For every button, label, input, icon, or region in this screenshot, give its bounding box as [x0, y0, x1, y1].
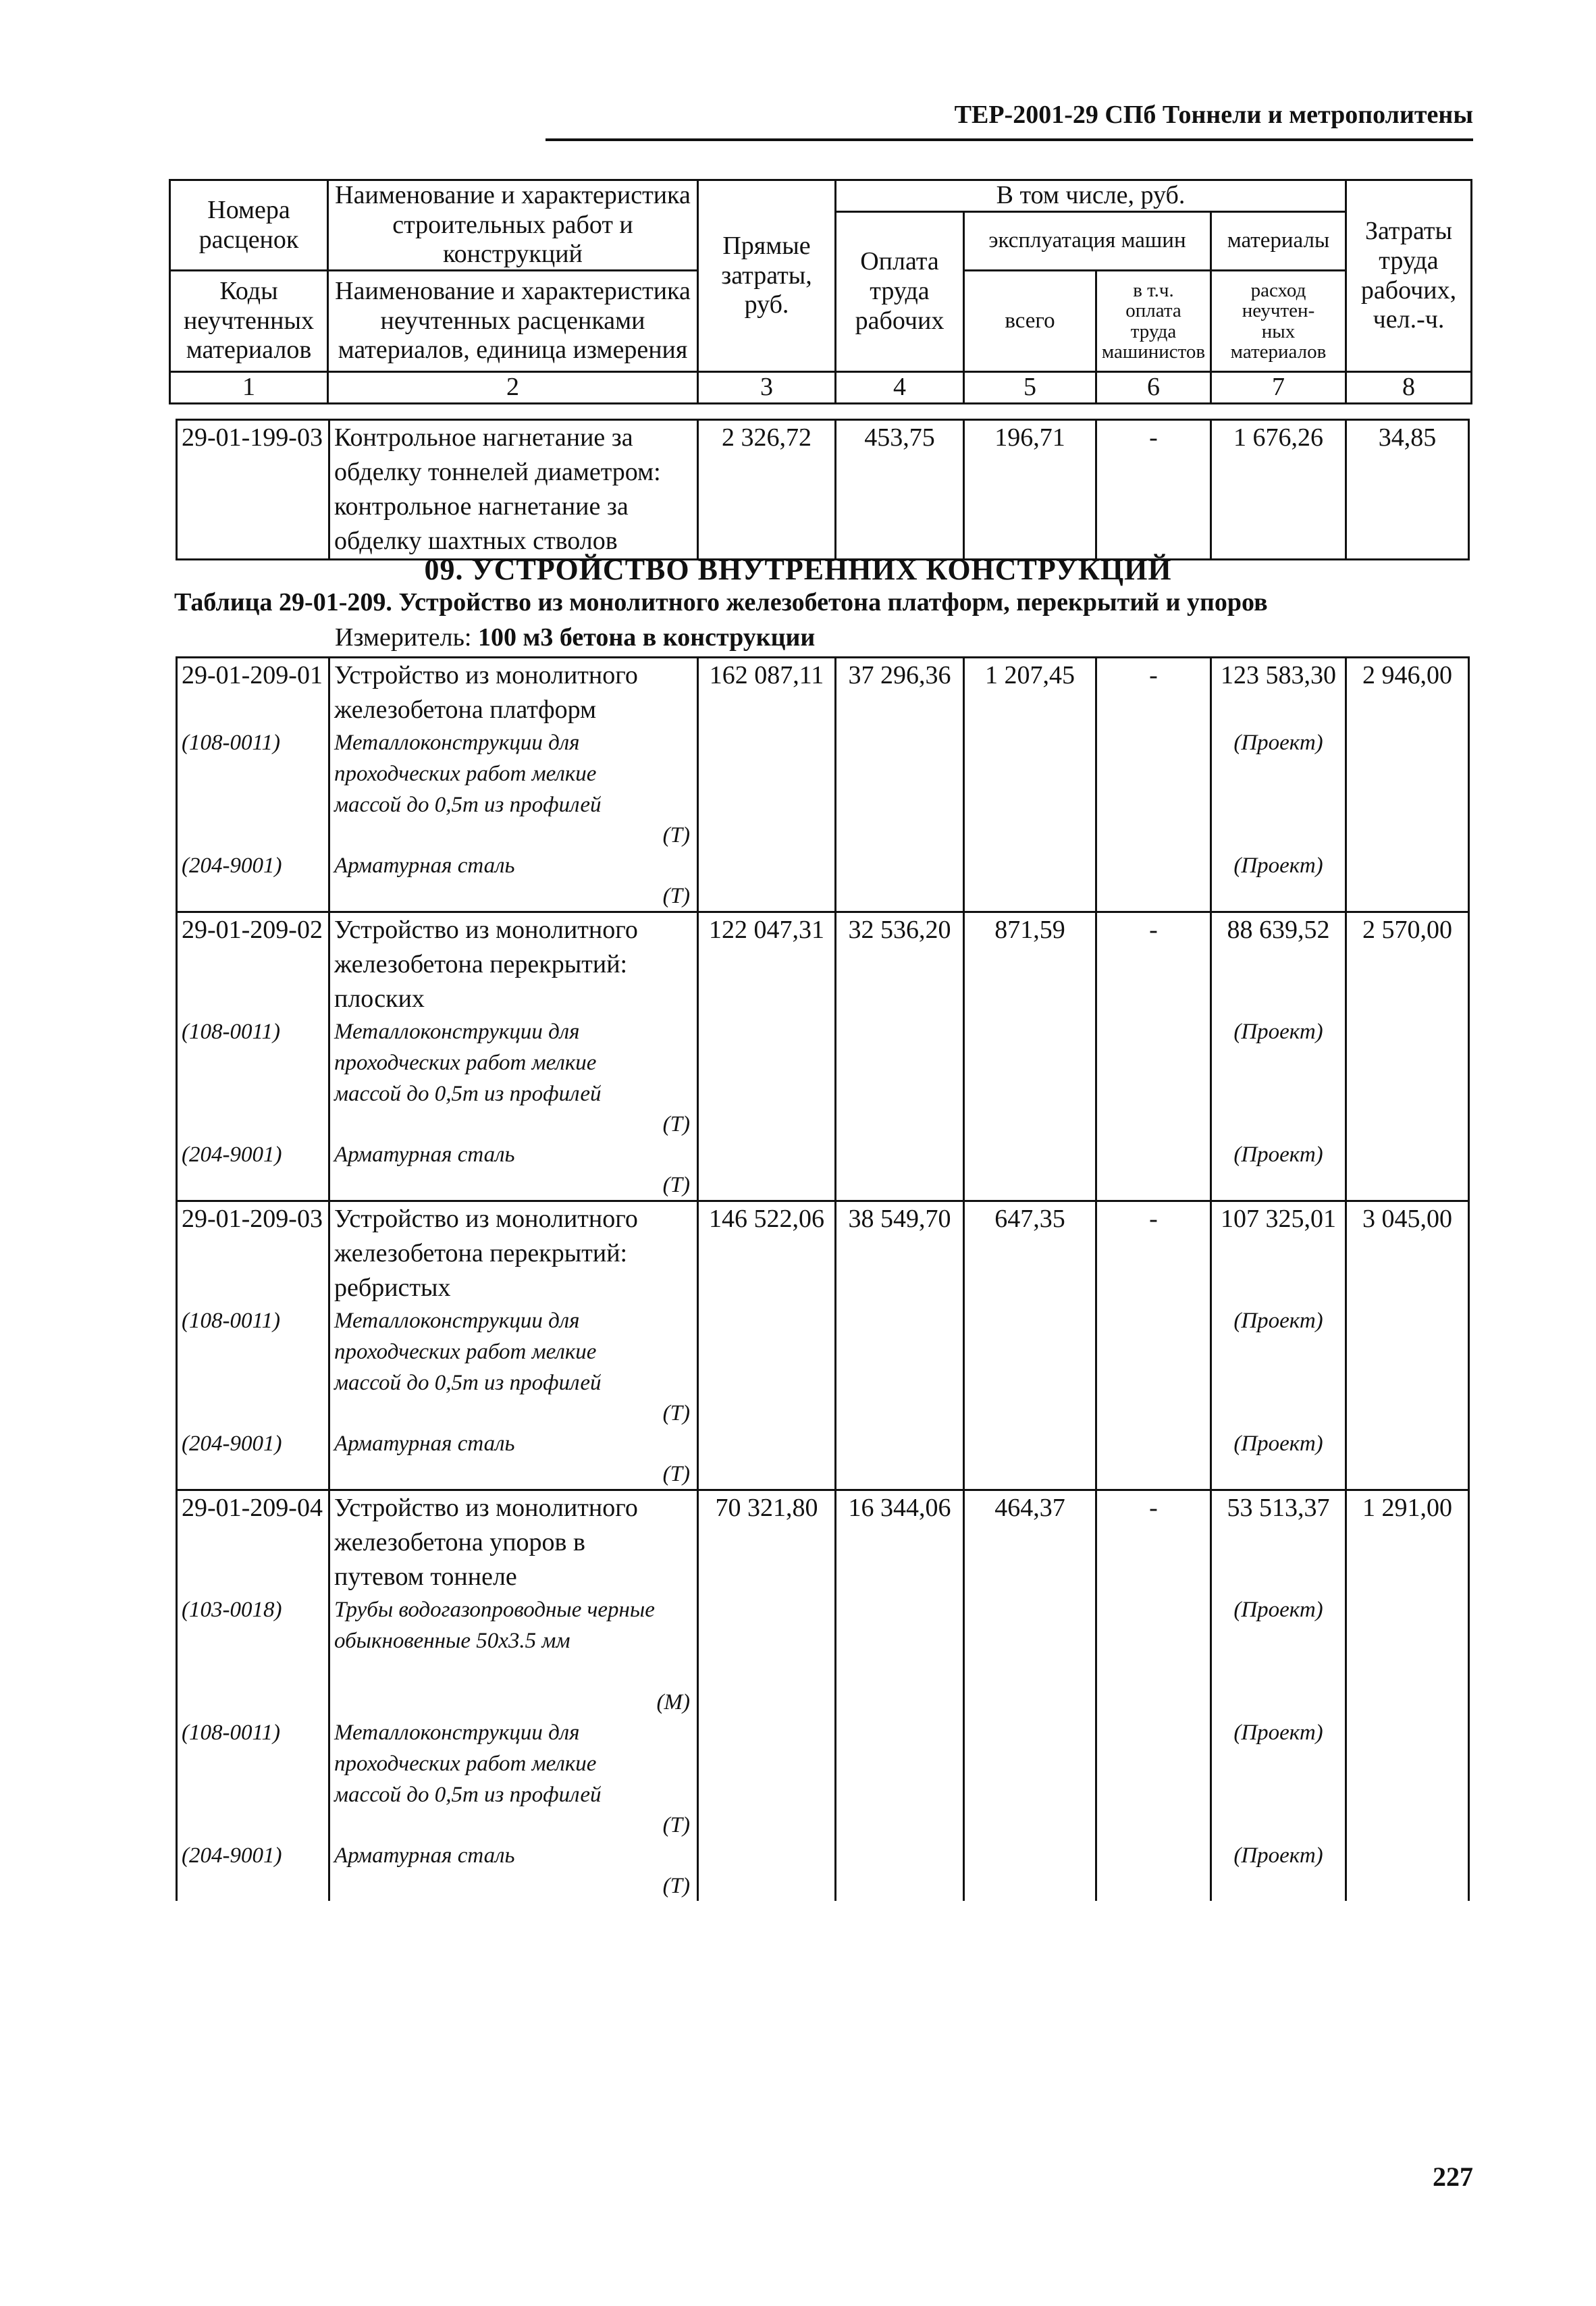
material-consumption: (Проект) — [1211, 1016, 1346, 1139]
drivers-cost: - — [1096, 1490, 1211, 1595]
material-row — [177, 1016, 1469, 1139]
materials-cost: 1 676,26 — [1211, 420, 1346, 560]
rate-code: 29-01-209-03 — [177, 1201, 329, 1306]
drivers-cost: - — [1096, 420, 1211, 560]
material-unit-mark: (Т) — [662, 1462, 690, 1486]
materials-cost: 123 583,30 — [1211, 658, 1346, 728]
material-description: Металлоконструкции для проходческих работ мелкие массой до 0,5т из профилей (Т) — [329, 727, 698, 850]
unit-label: Измеритель: — [335, 623, 472, 652]
col6-header: в т.ч. оплата труда машинистов — [1096, 271, 1211, 372]
machines-header: эксплуатация машин — [964, 211, 1211, 270]
table-row — [177, 658, 1469, 728]
section-title: 09. УСТРОЙСТВО ВНУТРЕННИХ КОНСТРУКЦИЙ — [424, 553, 1172, 586]
rate-description: Устройство из монолитного железобетона платформ — [329, 658, 698, 728]
material-code: (108-0011) — [177, 727, 329, 850]
material-row — [177, 1594, 1469, 1717]
material-description: Металлоконструкции для проходческих работ мелкие массой до 0,5т из профилей (Т) — [329, 1305, 698, 1428]
col4-header: Оплата труда рабочих — [836, 211, 964, 371]
labor-hours: 2 570,00 — [1346, 912, 1469, 1017]
machines-cost: 1 207,45 — [964, 658, 1096, 728]
material-unit-mark: (Т) — [662, 1874, 690, 1898]
rate-description: Контрольное нагнетание за обделку тоннелей диаметром: контрольное нагнетание за обделку шахтных стволов — [329, 420, 698, 560]
material-description: Металлоконструкции для проходческих работ мелкие массой до 0,5т из профилей (Т) — [329, 1717, 698, 1840]
material-unit-mark: (Т) — [662, 1813, 690, 1837]
table-header — [169, 179, 1472, 404]
material-code: (204-9001) — [177, 850, 329, 912]
rate-code: 29-01-209-01 — [177, 658, 329, 728]
material-code: (108-0011) — [177, 1016, 329, 1139]
material-code: (204-9001) — [177, 1139, 329, 1201]
material-consumption: (Проект) — [1211, 727, 1346, 850]
col-number: 1 — [170, 372, 328, 404]
material-consumption: (Проект) — [1211, 1717, 1346, 1840]
drivers-cost: - — [1096, 912, 1211, 1017]
rate-code: 29-01-209-02 — [177, 912, 329, 1017]
material-description: Арматурная сталь (Т) — [329, 1428, 698, 1490]
col-number: 2 — [328, 372, 698, 404]
labor-hours: 34,85 — [1346, 420, 1469, 560]
direct-cost: 146 522,06 — [698, 1201, 836, 1306]
rate-description: Устройство из монолитного железобетона перекрытий: плоских — [329, 912, 698, 1017]
labor-cost: 32 536,20 — [836, 912, 964, 1017]
material-unit-mark: (Т) — [662, 1173, 690, 1197]
rate-code: 29-01-199-03 — [177, 420, 329, 560]
col8-header: Затраты труда рабочих, чел.-ч. — [1346, 180, 1472, 372]
machines-cost: 871,59 — [964, 912, 1096, 1017]
material-consumption: (Проект) — [1211, 850, 1346, 912]
col-number: 4 — [836, 372, 964, 404]
material-unit-mark: (Т) — [662, 1112, 690, 1136]
col2-top-header: Наименование и характеристика строительных работ и конструкций — [328, 180, 698, 271]
material-row — [177, 1428, 1469, 1490]
table-caption: Таблица 29-01-209. Устройство из монолитного железобетона платформ, перекрытий и упоров — [174, 588, 1268, 617]
document-header-title: ТЕР-2001-29 СПб Тоннели и метрополитены — [954, 101, 1473, 129]
material-code: (108-0011) — [177, 1305, 329, 1428]
material-code: (103-0018) — [177, 1594, 329, 1717]
material-row — [177, 1305, 1469, 1428]
col1-bottom-header: Коды неучтенных материалов — [170, 271, 328, 372]
material-consumption: (Проект) — [1211, 1840, 1346, 1901]
rate-description: Устройство из монолитного железобетона упоров в путевом тоннеле — [329, 1490, 698, 1595]
col3-header: Прямые затраты, руб. — [698, 180, 836, 372]
col-number: 6 — [1096, 372, 1211, 404]
col-number: 5 — [964, 372, 1096, 404]
table-row — [177, 1490, 1469, 1595]
material-code: (204-9001) — [177, 1840, 329, 1901]
labor-hours: 1 291,00 — [1346, 1490, 1469, 1595]
material-unit-mark: (Т) — [662, 1401, 690, 1425]
machines-cost: 196,71 — [964, 420, 1096, 560]
materials-cost: 107 325,01 — [1211, 1201, 1346, 1306]
material-unit-mark: (Т) — [662, 884, 690, 908]
labor-cost: 38 549,70 — [836, 1201, 964, 1306]
col5-header: всего — [964, 271, 1096, 372]
material-code: (108-0011) — [177, 1717, 329, 1840]
material-consumption: (Проект) — [1211, 1428, 1346, 1490]
unit-line — [335, 623, 815, 652]
direct-cost: 122 047,31 — [698, 912, 836, 1017]
direct-cost: 2 326,72 — [698, 420, 836, 560]
col7-header: расход неучтен- ных материалов — [1211, 271, 1346, 372]
material-row — [177, 850, 1469, 912]
rate-code: 29-01-209-04 — [177, 1490, 329, 1595]
drivers-cost: - — [1096, 1201, 1211, 1306]
unit-value: 100 м3 бетона в конструкции — [478, 623, 816, 652]
machines-cost: 647,35 — [964, 1201, 1096, 1306]
material-row — [177, 727, 1469, 850]
table-209 — [176, 656, 1470, 1901]
drivers-cost: - — [1096, 658, 1211, 728]
table-row — [177, 912, 1469, 1017]
group-header: В том числе, руб. — [836, 180, 1346, 212]
material-consumption: (Проект) — [1211, 1594, 1346, 1717]
labor-cost: 453,75 — [836, 420, 964, 560]
table-row — [177, 1201, 1469, 1306]
material-row — [177, 1717, 1469, 1840]
material-consumption: (Проект) — [1211, 1305, 1346, 1428]
material-description: Трубы водогазопроводные черные обыкновенные 50х3.5 мм (М) — [329, 1594, 698, 1717]
materials-cost: 53 513,37 — [1211, 1490, 1346, 1595]
material-row — [177, 1139, 1469, 1201]
materials-header: материалы — [1211, 211, 1346, 270]
direct-cost: 70 321,80 — [698, 1490, 836, 1595]
material-unit-mark: (М) — [656, 1690, 690, 1714]
col1-top-header: Номера расценок — [170, 180, 328, 271]
page-number: 227 — [1433, 2161, 1473, 2192]
col2-bottom-header: Наименование и характеристика неучтенных расценками материалов, единица измерения — [328, 271, 698, 372]
material-description: Арматурная сталь (Т) — [329, 850, 698, 912]
material-description: Металлоконструкции для проходческих работ мелкие массой до 0,5т из профилей (Т) — [329, 1016, 698, 1139]
direct-cost: 162 087,11 — [698, 658, 836, 728]
col-number: 3 — [698, 372, 836, 404]
table-199 — [176, 419, 1470, 560]
labor-hours: 3 045,00 — [1346, 1201, 1469, 1306]
material-unit-mark: (Т) — [662, 823, 690, 847]
material-code: (204-9001) — [177, 1428, 329, 1490]
col-number: 7 — [1211, 372, 1346, 404]
materials-cost: 88 639,52 — [1211, 912, 1346, 1017]
material-description: Арматурная сталь (Т) — [329, 1840, 698, 1901]
material-row — [177, 1840, 1469, 1901]
header-divider — [546, 138, 1473, 141]
labor-cost: 16 344,06 — [836, 1490, 964, 1595]
rate-description: Устройство из монолитного железобетона перекрытий: ребристых — [329, 1201, 698, 1306]
col-number: 8 — [1346, 372, 1472, 404]
material-description: Арматурная сталь (Т) — [329, 1139, 698, 1201]
labor-cost: 37 296,36 — [836, 658, 964, 728]
machines-cost: 464,37 — [964, 1490, 1096, 1595]
labor-hours: 2 946,00 — [1346, 658, 1469, 728]
material-consumption: (Проект) — [1211, 1139, 1346, 1201]
table-row — [177, 420, 1469, 560]
